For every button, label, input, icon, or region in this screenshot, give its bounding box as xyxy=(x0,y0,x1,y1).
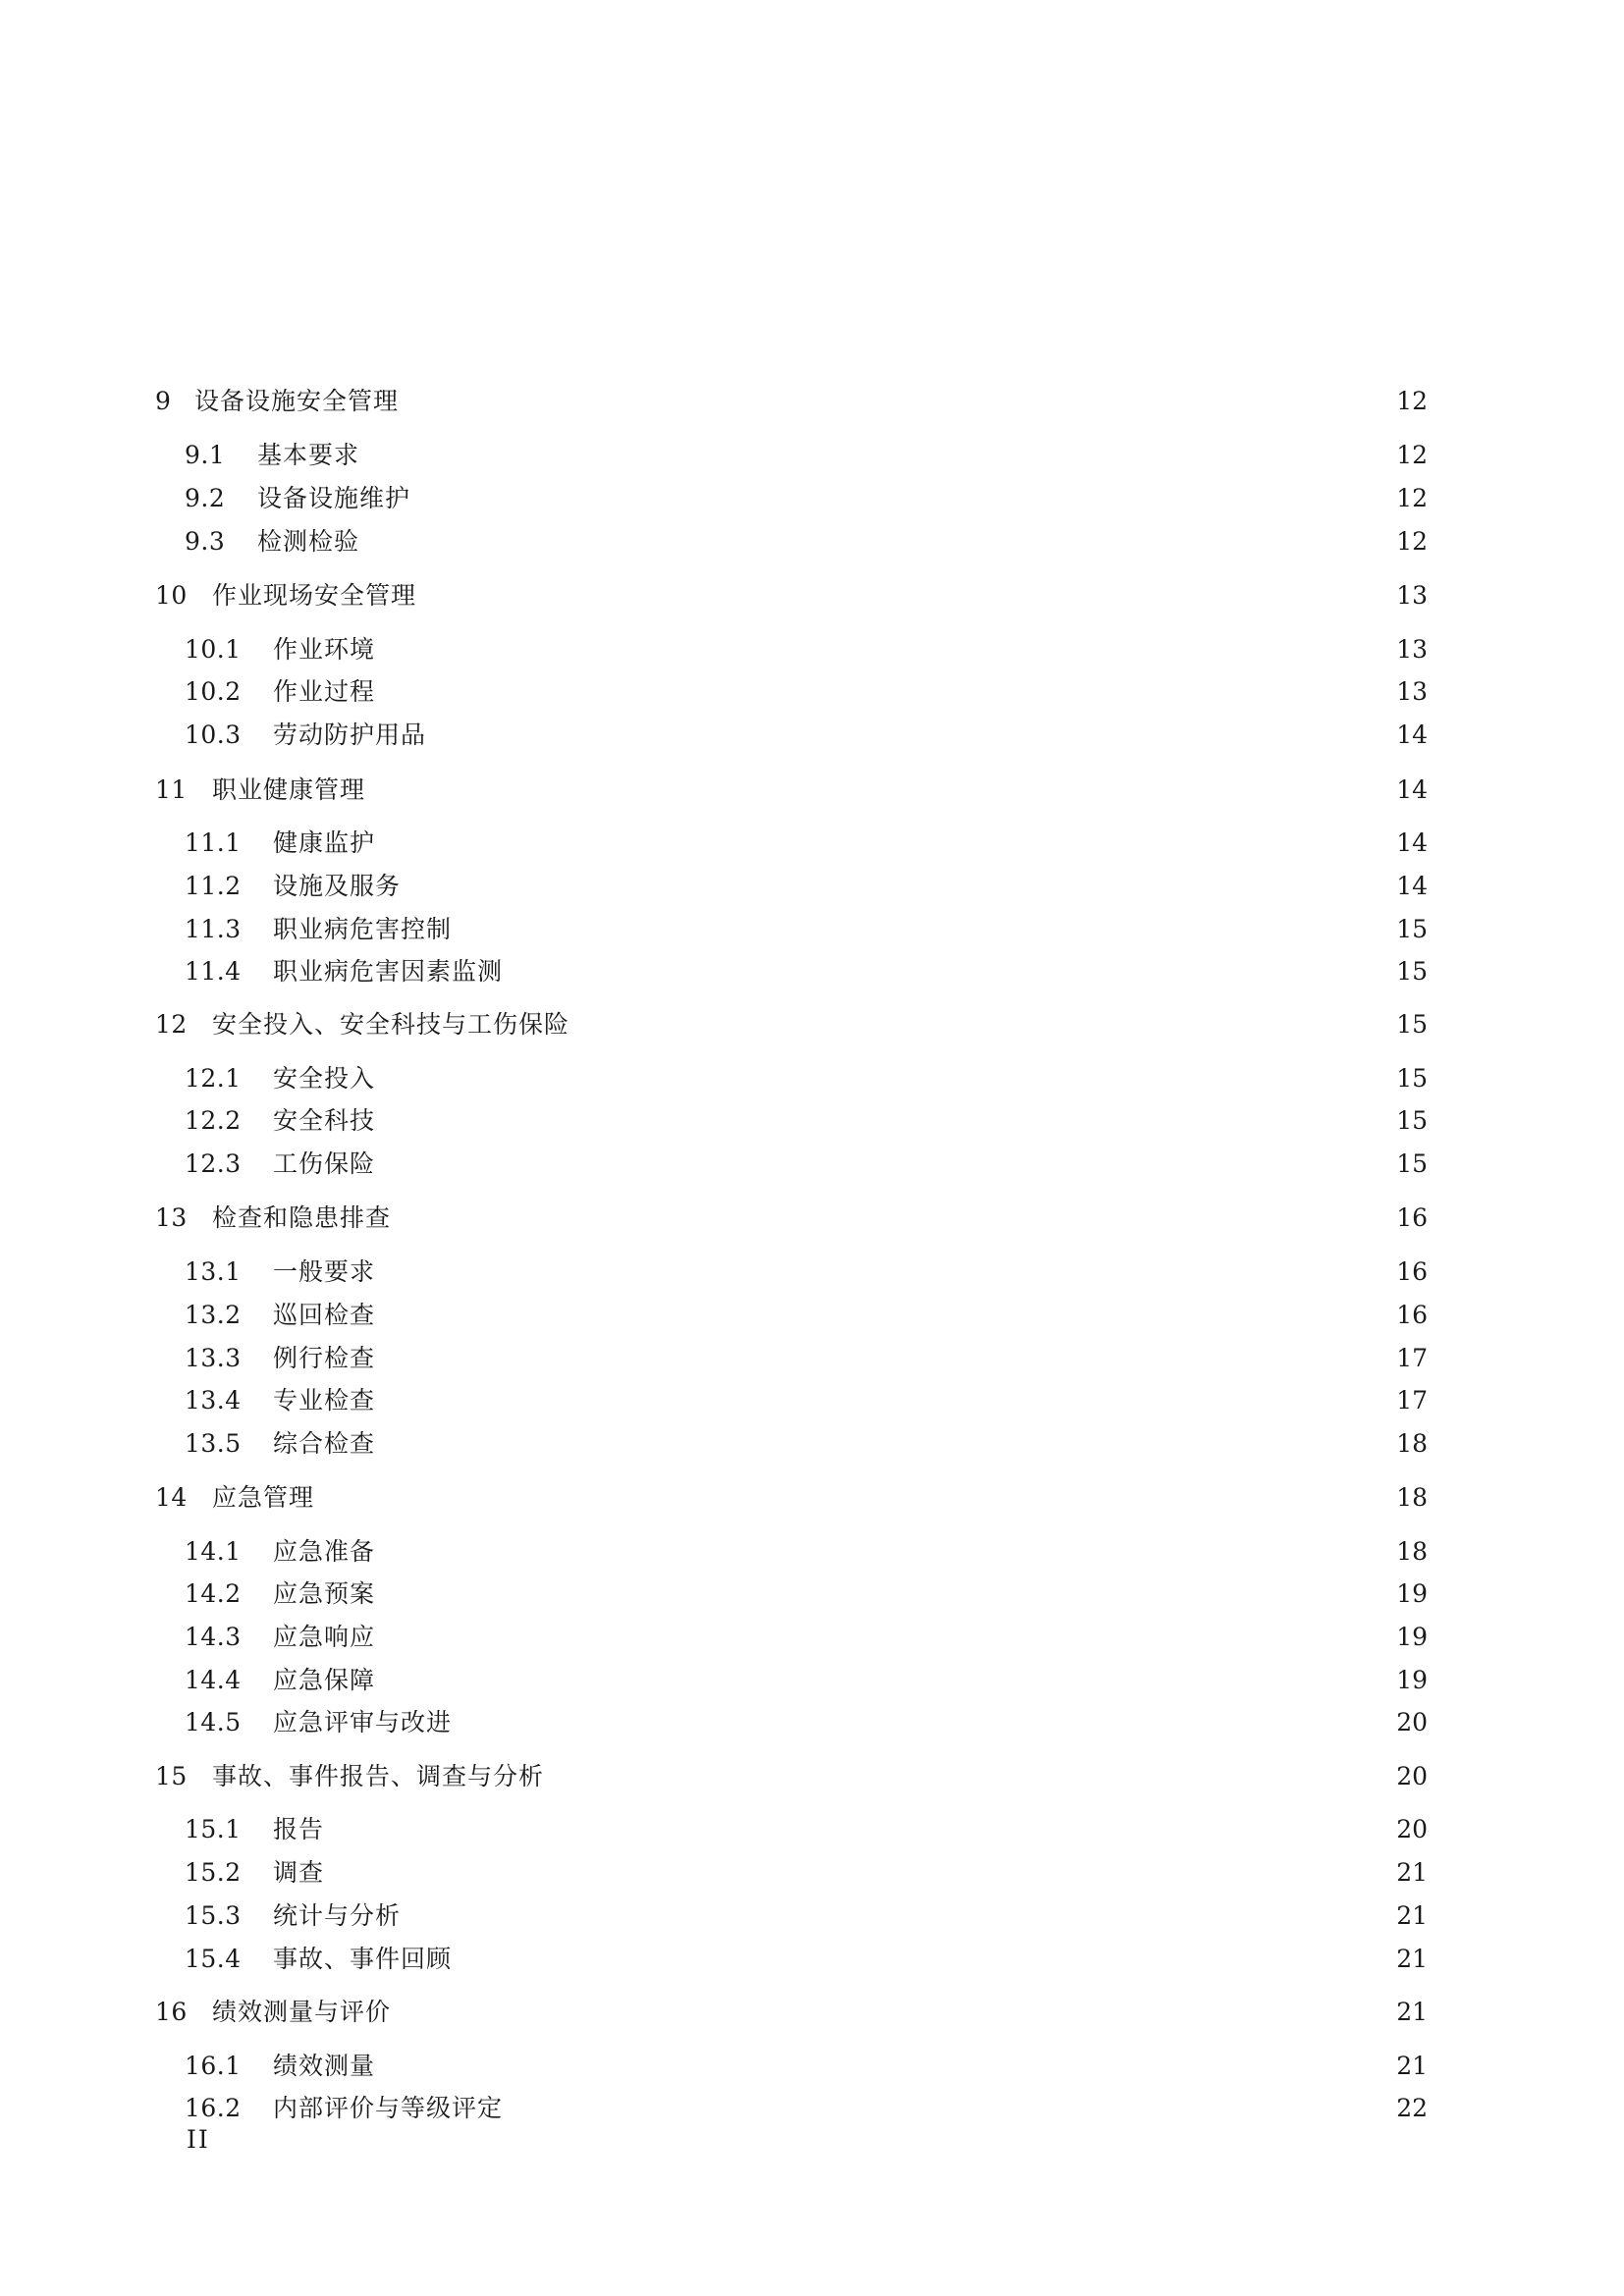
dot-leader xyxy=(455,1940,1392,1979)
toc-number: 15.3 xyxy=(185,1901,242,1930)
dot-leader xyxy=(455,1703,1392,1742)
dot-leader xyxy=(378,2047,1392,2086)
toc-chapter-9[interactable] xyxy=(155,382,1428,421)
toc-section-13-1[interactable] xyxy=(185,1253,1428,1292)
toc-title: 作业环境 xyxy=(273,635,376,664)
toc-page-number: 14 xyxy=(1396,775,1428,804)
toc-section-11-4[interactable] xyxy=(185,952,1428,991)
toc-section-9-1[interactable] xyxy=(185,436,1428,475)
toc-page-number: 19 xyxy=(1396,1579,1428,1608)
toc-title: 基本要求 xyxy=(257,441,360,469)
toc-section-12-2[interactable] xyxy=(185,1101,1428,1141)
toc-page-number: 21 xyxy=(1396,2052,1428,2080)
toc-section-13-2[interactable] xyxy=(185,1296,1428,1335)
toc-number: 13.4 xyxy=(185,1386,242,1415)
toc-title: 安全投入、安全科技与工伤保险 xyxy=(212,1010,570,1039)
toc-chapter-11[interactable] xyxy=(155,771,1428,810)
toc-number: 9.2 xyxy=(185,484,226,512)
toc-chapter-14[interactable] xyxy=(155,1478,1428,1518)
toc-title: 职业病危害因素监测 xyxy=(273,957,504,986)
dot-leader xyxy=(506,2089,1392,2128)
toc-page-number: 18 xyxy=(1396,1429,1428,1458)
toc-chapter-12[interactable] xyxy=(155,1005,1428,1044)
dot-leader xyxy=(368,771,1392,810)
dot-leader xyxy=(378,1381,1392,1420)
toc-number: 14.5 xyxy=(185,1708,242,1736)
toc-page-number: 21 xyxy=(1396,1858,1428,1887)
toc-title: 应急保障 xyxy=(273,1666,376,1694)
toc-section-14-5[interactable] xyxy=(185,1703,1428,1742)
dot-leader xyxy=(419,576,1392,615)
toc-section-14-2[interactable] xyxy=(185,1575,1428,1614)
dot-leader xyxy=(506,952,1392,991)
toc-section-15-3[interactable] xyxy=(185,1896,1428,1936)
toc-page-number: 15 xyxy=(1396,1149,1428,1178)
dot-leader xyxy=(378,1661,1392,1700)
dot-leader xyxy=(413,479,1392,518)
dot-leader xyxy=(394,1199,1392,1238)
dot-leader xyxy=(378,1101,1392,1141)
toc-title: 一般要求 xyxy=(273,1257,376,1286)
toc-title: 检查和隐患排查 xyxy=(212,1203,392,1232)
toc-number: 12.2 xyxy=(185,1106,242,1135)
toc-title: 调查 xyxy=(273,1858,325,1887)
toc-title: 职业病危害控制 xyxy=(273,915,453,943)
dot-leader xyxy=(378,1532,1392,1572)
toc-title: 设施及服务 xyxy=(273,872,402,900)
dot-leader xyxy=(378,1253,1392,1292)
toc-title: 作业现场安全管理 xyxy=(212,581,417,610)
toc-number: 12 xyxy=(155,1010,188,1039)
toc-number: 15 xyxy=(155,1762,188,1790)
toc-page-number: 21 xyxy=(1396,1901,1428,1930)
dot-leader xyxy=(547,1757,1392,1796)
toc-section-14-1[interactable] xyxy=(185,1532,1428,1572)
toc-number: 10.2 xyxy=(185,677,242,706)
toc-section-9-3[interactable] xyxy=(185,522,1428,561)
dot-leader xyxy=(378,672,1392,712)
toc-number: 15.2 xyxy=(185,1858,242,1887)
toc-chapter-10[interactable] xyxy=(155,576,1428,615)
toc-number: 16.2 xyxy=(185,2094,242,2122)
toc-number: 12.3 xyxy=(185,1149,242,1178)
toc-title: 报告 xyxy=(273,1815,325,1843)
toc-section-15-2[interactable] xyxy=(185,1853,1428,1893)
toc-page-number: 15 xyxy=(1396,915,1428,943)
toc-page-number: 18 xyxy=(1396,1483,1428,1512)
toc-number: 10.1 xyxy=(185,635,242,664)
toc-title: 应急管理 xyxy=(212,1483,315,1512)
dot-leader xyxy=(327,1853,1392,1893)
toc-title: 职业健康管理 xyxy=(212,775,366,804)
dot-leader xyxy=(378,1296,1392,1335)
toc-page-number: 13 xyxy=(1396,677,1428,706)
toc-page-number: 15 xyxy=(1396,957,1428,986)
toc-number: 11.4 xyxy=(185,957,242,986)
toc-title: 内部评价与等级评定 xyxy=(273,2094,504,2122)
toc-number: 13 xyxy=(155,1203,188,1232)
toc-chapter-16[interactable] xyxy=(155,1993,1428,2032)
dot-leader xyxy=(362,522,1392,561)
toc-page-number: 12 xyxy=(1396,527,1428,556)
toc-page-number: 21 xyxy=(1396,1945,1428,1973)
toc-section-10-1[interactable] xyxy=(185,630,1428,669)
toc-section-11-2[interactable] xyxy=(185,867,1428,906)
toc-page-number: 13 xyxy=(1396,635,1428,664)
toc-number: 13.3 xyxy=(185,1344,242,1372)
toc-number: 16 xyxy=(155,1998,188,2026)
toc-number: 9 xyxy=(155,387,172,415)
dot-leader xyxy=(378,1618,1392,1657)
dot-leader xyxy=(362,436,1392,475)
toc-title: 例行检查 xyxy=(273,1344,376,1372)
toc-number: 13.2 xyxy=(185,1301,242,1329)
toc-section-13-5[interactable] xyxy=(185,1424,1428,1464)
toc-number: 9.3 xyxy=(185,527,226,556)
toc-page-number: 12 xyxy=(1396,387,1428,415)
dot-leader xyxy=(378,1145,1392,1184)
toc-section-15-1[interactable] xyxy=(185,1810,1428,1849)
toc-page-number: 15 xyxy=(1396,1064,1428,1093)
toc-page-number: 19 xyxy=(1396,1623,1428,1651)
toc-section-10-3[interactable] xyxy=(185,716,1428,755)
dot-leader xyxy=(327,1810,1392,1849)
toc-number: 15.4 xyxy=(185,1945,242,1973)
page-number: II xyxy=(187,2125,210,2154)
toc-number: 10 xyxy=(155,581,188,610)
toc-title: 事故、事件报告、调查与分析 xyxy=(212,1762,545,1790)
toc-section-14-3[interactable] xyxy=(185,1618,1428,1657)
toc-title: 作业过程 xyxy=(273,677,376,706)
toc-page-number: 21 xyxy=(1396,1998,1428,2026)
dot-leader xyxy=(402,382,1392,421)
dot-leader xyxy=(394,1993,1392,2032)
toc-page-number: 16 xyxy=(1396,1301,1428,1329)
toc-number: 10.3 xyxy=(185,721,242,749)
dot-leader xyxy=(378,824,1392,863)
toc-title: 专业检查 xyxy=(273,1386,376,1415)
dot-leader xyxy=(378,1339,1392,1378)
toc-section-13-4[interactable] xyxy=(185,1381,1428,1420)
toc-section-11-3[interactable] xyxy=(185,910,1428,949)
toc-number: 11.1 xyxy=(185,828,242,857)
toc-title: 统计与分析 xyxy=(273,1901,402,1930)
toc-number: 14.4 xyxy=(185,1666,242,1694)
dot-leader xyxy=(404,867,1392,906)
dot-leader xyxy=(404,1896,1392,1936)
toc-number: 14 xyxy=(155,1483,188,1512)
toc-page-number: 16 xyxy=(1396,1203,1428,1232)
toc-title: 绩效测量 xyxy=(273,2052,376,2080)
toc-page-number: 18 xyxy=(1396,1537,1428,1566)
toc-number: 16.1 xyxy=(185,2052,242,2080)
toc-title: 绩效测量与评价 xyxy=(212,1998,392,2026)
toc-chapter-15[interactable] xyxy=(155,1757,1428,1796)
toc-title: 劳动防护用品 xyxy=(273,721,427,749)
toc-number: 15.1 xyxy=(185,1815,242,1843)
toc-page-number: 22 xyxy=(1396,2094,1428,2122)
toc-title: 应急响应 xyxy=(273,1623,376,1651)
dot-leader xyxy=(378,1575,1392,1614)
toc-number: 11.3 xyxy=(185,915,242,943)
dot-leader xyxy=(378,1059,1392,1098)
toc-section-15-4[interactable] xyxy=(185,1940,1428,1979)
toc-page-number: 14 xyxy=(1396,828,1428,857)
toc-title: 安全科技 xyxy=(273,1106,376,1135)
toc-title: 综合检查 xyxy=(273,1429,376,1458)
toc-number: 13.5 xyxy=(185,1429,242,1458)
toc-section-16-2[interactable] xyxy=(185,2089,1428,2128)
toc-title: 健康监护 xyxy=(273,828,376,857)
toc-title: 巡回检查 xyxy=(273,1301,376,1329)
toc-title: 设备设施维护 xyxy=(257,484,411,512)
toc-page-number: 12 xyxy=(1396,484,1428,512)
toc-number: 14.2 xyxy=(185,1579,242,1608)
toc-page-number: 15 xyxy=(1396,1106,1428,1135)
toc-page-number: 14 xyxy=(1396,872,1428,900)
toc-section-11-1[interactable] xyxy=(185,824,1428,863)
toc-number: 14.3 xyxy=(185,1623,242,1651)
toc-section-12-3[interactable] xyxy=(185,1145,1428,1184)
dot-leader xyxy=(572,1005,1392,1044)
toc-title: 安全投入 xyxy=(273,1064,376,1093)
toc-page-number: 20 xyxy=(1396,1708,1428,1736)
toc-page-number: 16 xyxy=(1396,1257,1428,1286)
toc-title: 工伤保险 xyxy=(273,1149,376,1178)
toc-number: 11.2 xyxy=(185,872,242,900)
toc-chapter-13[interactable] xyxy=(155,1199,1428,1238)
toc-page-number: 17 xyxy=(1396,1386,1428,1415)
dot-leader xyxy=(317,1478,1392,1518)
toc-title: 检测检验 xyxy=(257,527,360,556)
toc-section-9-2[interactable] xyxy=(185,479,1428,518)
toc-section-16-1[interactable] xyxy=(185,2047,1428,2086)
toc-title: 设备设施安全管理 xyxy=(194,387,400,415)
toc-page-number: 20 xyxy=(1396,1815,1428,1843)
toc-title: 应急预案 xyxy=(273,1579,376,1608)
toc-section-14-4[interactable] xyxy=(185,1661,1428,1700)
toc-page-number: 12 xyxy=(1396,441,1428,469)
toc-number: 14.1 xyxy=(185,1537,242,1566)
toc-number: 13.1 xyxy=(185,1257,242,1286)
dot-leader xyxy=(429,716,1392,755)
toc-title: 事故、事件回顾 xyxy=(273,1945,453,1973)
dot-leader xyxy=(378,1424,1392,1464)
dot-leader xyxy=(455,910,1392,949)
toc-page-number: 17 xyxy=(1396,1344,1428,1372)
toc-section-13-3[interactable] xyxy=(185,1339,1428,1378)
toc-number: 9.1 xyxy=(185,441,226,469)
toc-page-number: 19 xyxy=(1396,1666,1428,1694)
toc-number: 11 xyxy=(155,775,188,804)
toc-section-10-2[interactable] xyxy=(185,672,1428,712)
toc-number: 12.1 xyxy=(185,1064,242,1093)
dot-leader xyxy=(378,630,1392,669)
toc-title: 应急评审与改进 xyxy=(273,1708,453,1736)
toc-page-number: 14 xyxy=(1396,721,1428,749)
toc-section-12-1[interactable] xyxy=(185,1059,1428,1098)
toc-page-number: 13 xyxy=(1396,581,1428,610)
toc-page-number: 15 xyxy=(1396,1010,1428,1039)
toc-page-number: 20 xyxy=(1396,1762,1428,1790)
toc-title: 应急准备 xyxy=(273,1537,376,1566)
